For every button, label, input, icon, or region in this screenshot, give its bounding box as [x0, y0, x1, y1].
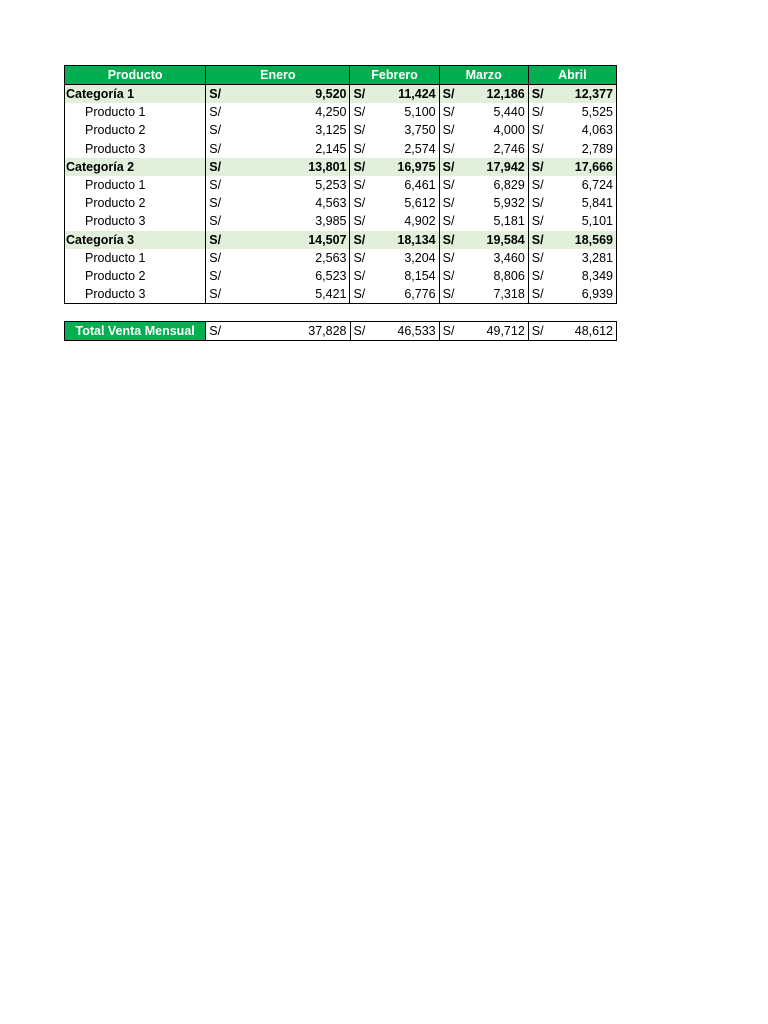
category-total-cell[interactable]: 9,520	[244, 85, 350, 104]
currency-cell[interactable]: S/	[350, 231, 388, 249]
product-name[interactable]: Producto 2	[65, 121, 206, 139]
currency-cell[interactable]: S/	[528, 140, 566, 158]
total-marzo[interactable]: 49,712	[477, 322, 528, 341]
header-marzo[interactable]: Marzo	[439, 66, 528, 85]
header-producto[interactable]: Producto	[65, 66, 206, 85]
product-row	[65, 176, 617, 194]
currency-cell[interactable]: S/	[206, 158, 244, 176]
product-value-cell[interactable]: 3,985	[315, 214, 347, 229]
product-name[interactable]: Producto 3	[65, 212, 206, 230]
product-value-cell[interactable]: 3,750	[404, 123, 436, 138]
category-name[interactable]: Categoría 3	[65, 231, 206, 249]
currency-cell[interactable]: S/	[528, 176, 566, 194]
currency-cell[interactable]: S/	[439, 103, 477, 121]
currency-cell[interactable]: S/	[528, 103, 566, 121]
product-value-cell[interactable]: 4,902	[404, 214, 436, 229]
header-abril[interactable]: Abril	[528, 66, 616, 85]
product-value-cell[interactable]: 6,939	[566, 285, 616, 304]
product-value-cell[interactable]: 6,461	[404, 178, 436, 193]
product-row	[65, 267, 617, 285]
currency-cell[interactable]: S/	[350, 322, 388, 341]
currency-cell[interactable]: S/	[528, 249, 566, 267]
category-row	[65, 158, 617, 176]
product-value-cell[interactable]: 6,829	[493, 178, 525, 193]
currency-cell[interactable]: S/	[528, 267, 566, 285]
sales-sheet	[64, 65, 617, 341]
total-label[interactable]: Total Venta Mensual	[65, 322, 206, 341]
currency-cell[interactable]: S/	[439, 194, 477, 212]
product-row	[65, 285, 617, 304]
category-total-cell[interactable]: 12,377	[566, 85, 616, 104]
currency-cell[interactable]: S/	[528, 121, 566, 139]
product-row	[65, 121, 617, 139]
currency-cell[interactable]: S/	[528, 85, 566, 104]
product-row	[65, 140, 617, 158]
category-name[interactable]: Categoría 1	[65, 85, 206, 104]
category-total-cell[interactable]: 12,186	[477, 85, 528, 104]
product-value-cell[interactable]: 5,101	[566, 212, 616, 230]
header-febrero[interactable]: Febrero	[350, 66, 439, 85]
currency-cell[interactable]: S/	[206, 103, 244, 121]
currency-cell[interactable]: S/	[528, 285, 566, 304]
product-value-cell[interactable]: 4,250	[315, 105, 347, 120]
product-value-cell[interactable]: 6,724	[566, 176, 616, 194]
currency-cell[interactable]: S/	[528, 194, 566, 212]
currency-cell[interactable]: S/	[528, 231, 566, 249]
category-total-cell[interactable]: 16,975	[388, 158, 439, 176]
currency-cell[interactable]: S/	[206, 212, 244, 230]
category-total-cell[interactable]: 18,569	[566, 231, 616, 249]
currency-cell[interactable]: S/	[206, 85, 244, 104]
product-value-cell[interactable]: 8,806	[493, 268, 525, 283]
header-enero[interactable]: Enero	[206, 66, 350, 85]
currency-cell[interactable]: S/	[206, 176, 244, 194]
currency-cell[interactable]: S/	[350, 121, 388, 139]
product-value-cell[interactable]: 5,100	[404, 105, 436, 120]
product-value-cell[interactable]: 5,253	[315, 178, 347, 193]
currency-cell[interactable]: S/	[439, 176, 477, 194]
currency-cell[interactable]: S/	[439, 267, 477, 285]
product-name[interactable]: Producto 1	[65, 249, 206, 267]
product-value-cell[interactable]: 3,460	[493, 250, 525, 265]
product-value-cell[interactable]: 6,776	[388, 285, 439, 304]
product-value-cell[interactable]: 5,525	[566, 103, 616, 121]
currency-cell[interactable]: S/	[439, 285, 477, 304]
product-value-cell[interactable]: 5,932	[493, 196, 525, 211]
currency-cell[interactable]: S/	[350, 158, 388, 176]
currency-cell[interactable]: S/	[439, 249, 477, 267]
currency-cell[interactable]: S/	[206, 267, 244, 285]
currency-cell[interactable]: S/	[350, 140, 388, 158]
currency-cell[interactable]: S/	[528, 212, 566, 230]
currency-cell[interactable]: S/	[206, 194, 244, 212]
currency-cell[interactable]: S/	[350, 194, 388, 212]
currency-cell[interactable]: S/	[439, 85, 477, 104]
currency-cell[interactable]: S/	[439, 140, 477, 158]
currency-cell[interactable]: S/	[350, 285, 388, 304]
currency-cell[interactable]: S/	[350, 103, 388, 121]
category-total-cell[interactable]: 13,801	[244, 158, 350, 176]
product-value-cell[interactable]: 4,563	[315, 196, 347, 211]
category-row	[65, 231, 617, 249]
currency-cell[interactable]: S/	[206, 285, 244, 304]
product-name[interactable]: Producto 2	[65, 267, 206, 285]
currency-cell[interactable]: S/	[350, 212, 388, 230]
currency-cell[interactable]: S/	[439, 158, 477, 176]
total-enero[interactable]: 37,828	[244, 322, 350, 341]
currency-cell[interactable]: S/	[439, 322, 477, 341]
currency-cell[interactable]: S/	[350, 85, 388, 104]
product-value-cell[interactable]: 5,181	[493, 214, 525, 229]
category-total-cell[interactable]: 18,134	[388, 231, 439, 249]
product-value-cell[interactable]: 5,612	[404, 196, 436, 211]
category-name[interactable]: Categoría 2	[65, 158, 206, 176]
currency-cell[interactable]: S/	[528, 158, 566, 176]
currency-cell[interactable]: S/	[439, 212, 477, 230]
total-febrero[interactable]: 46,533	[388, 322, 439, 341]
currency-cell[interactable]: S/	[350, 176, 388, 194]
total-abril[interactable]: 48,612	[566, 322, 616, 341]
product-value-cell[interactable]: 8,154	[404, 268, 436, 283]
spacer	[64, 304, 617, 321]
product-value-cell[interactable]: 2,746	[493, 141, 525, 156]
currency-cell[interactable]: S/	[439, 231, 477, 249]
table-body	[65, 85, 617, 304]
currency-cell[interactable]: S/	[206, 140, 244, 158]
currency-cell[interactable]: S/	[439, 121, 477, 139]
product-value-cell[interactable]: 4,063	[566, 121, 616, 139]
currency-cell[interactable]: S/	[206, 249, 244, 267]
category-total-cell[interactable]: 17,666	[566, 158, 616, 176]
header-row	[65, 66, 617, 85]
product-row	[65, 212, 617, 230]
category-total-cell[interactable]: 14,507	[244, 231, 350, 249]
product-value-cell[interactable]: 3,125	[315, 123, 347, 138]
product-value-cell[interactable]: 7,318	[477, 285, 528, 304]
product-name[interactable]: Producto 1	[65, 176, 206, 194]
product-value-cell[interactable]: 8,349	[566, 267, 616, 285]
currency-cell[interactable]: S/	[350, 267, 388, 285]
product-value-cell[interactable]: 4,000	[493, 123, 525, 138]
category-total-cell[interactable]: 11,424	[388, 85, 439, 104]
product-value-cell[interactable]: 3,204	[404, 250, 436, 265]
product-row	[65, 194, 617, 212]
currency-cell[interactable]: S/	[206, 231, 244, 249]
product-name[interactable]: Producto 3	[65, 285, 206, 304]
currency-cell[interactable]: S/	[206, 322, 244, 341]
currency-cell[interactable]: S/	[350, 249, 388, 267]
product-row	[65, 103, 617, 121]
total-table	[64, 321, 617, 341]
currency-cell[interactable]: S/	[528, 322, 566, 341]
product-value-cell[interactable]: 5,421	[244, 285, 350, 304]
category-total-cell[interactable]: 19,584	[477, 231, 528, 249]
product-value-cell[interactable]: 5,841	[566, 194, 616, 212]
product-name[interactable]: Producto 3	[65, 140, 206, 158]
product-value-cell[interactable]: 2,574	[404, 141, 436, 156]
currency-cell[interactable]: S/	[206, 121, 244, 139]
product-name[interactable]: Producto 2	[65, 194, 206, 212]
product-value-cell[interactable]: 2,145	[315, 141, 347, 156]
product-value-cell[interactable]: 3,281	[566, 249, 616, 267]
category-total-cell[interactable]: 17,942	[477, 158, 528, 176]
product-value-cell[interactable]: 5,440	[493, 105, 525, 120]
category-row	[65, 85, 617, 104]
product-row	[65, 249, 617, 267]
product-value-cell[interactable]: 6,523	[315, 268, 347, 283]
total-row	[65, 322, 617, 341]
product-name[interactable]: Producto 1	[65, 103, 206, 121]
product-value-cell[interactable]: 2,563	[315, 250, 347, 265]
sales-table	[64, 65, 617, 304]
product-value-cell[interactable]: 2,789	[566, 140, 616, 158]
